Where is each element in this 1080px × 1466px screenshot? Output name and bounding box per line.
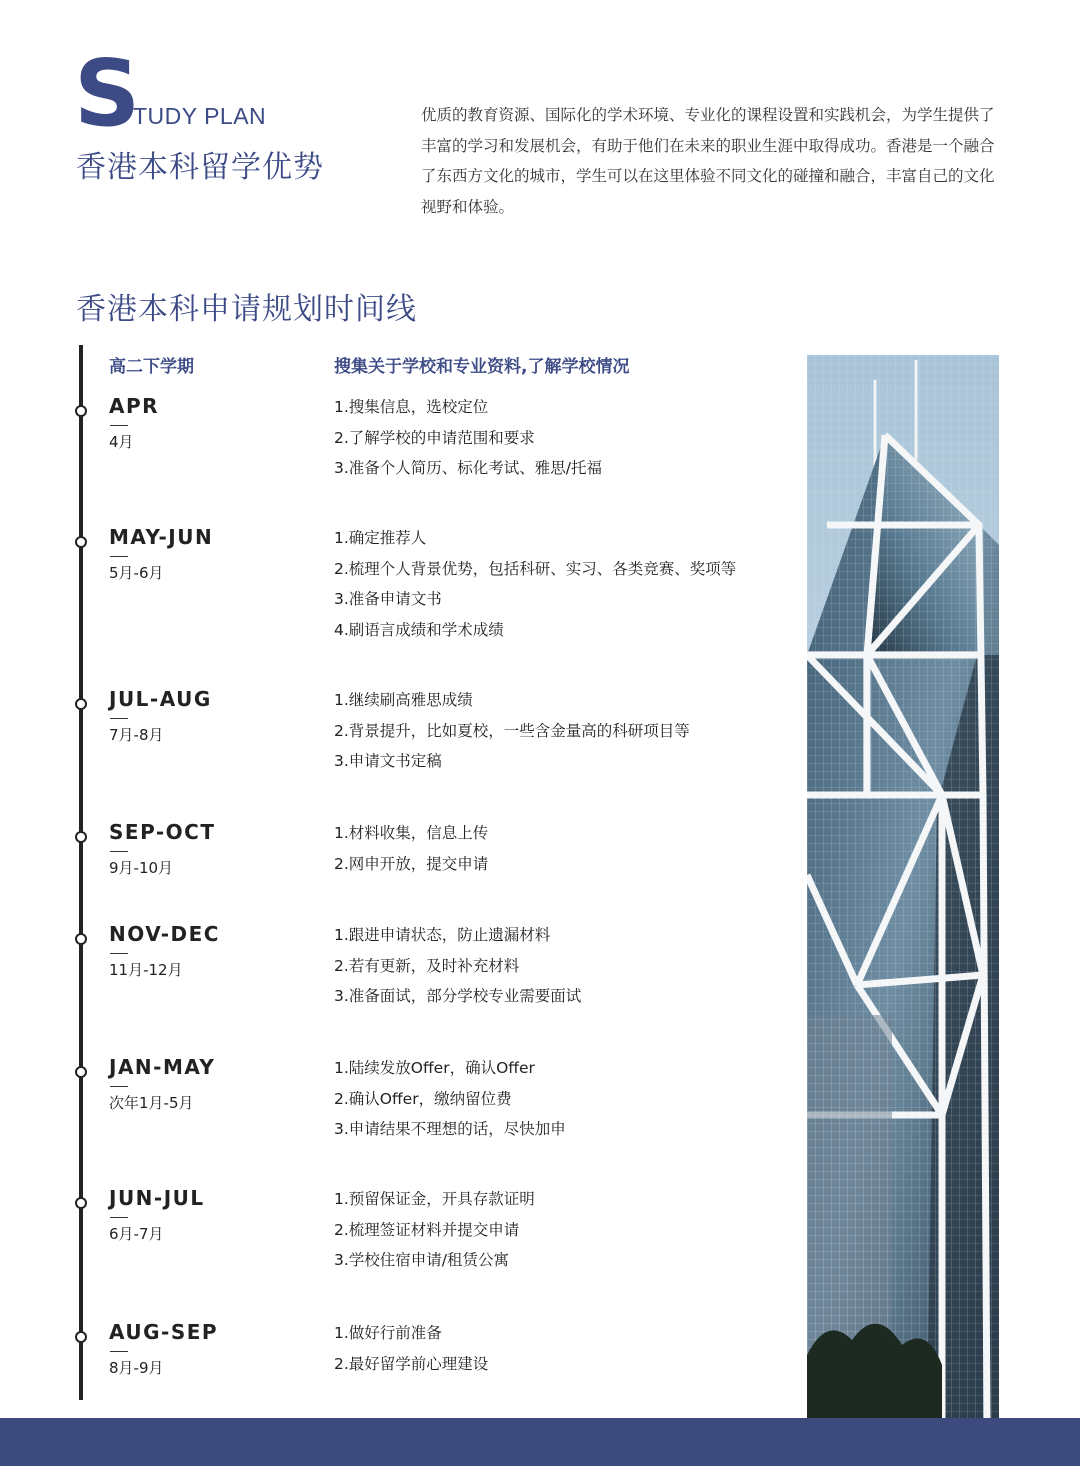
month-range-cn: 6月-7月 — [109, 1225, 164, 1243]
task-list — [334, 818, 488, 879]
skyscraper-photo — [807, 355, 999, 1418]
timeline-dot-icon — [75, 698, 87, 710]
divider — [110, 425, 128, 426]
divider — [110, 1217, 128, 1218]
task-item: 1.跟进申请状态，防止遗漏材料 — [334, 926, 551, 944]
timeline-dot-icon — [75, 405, 87, 417]
task-item: 3.准备申请文书 — [334, 590, 442, 608]
timeline-dot-icon — [75, 536, 87, 548]
divider — [110, 953, 128, 954]
month-range-en: JUN-JUL — [109, 1186, 205, 1210]
task-item: 2.若有更新，及时补充材料 — [334, 956, 520, 975]
month-range-cn: 7月-8月 — [109, 726, 164, 744]
logo-letter-s: S — [74, 40, 141, 147]
month-range-en: JAN-MAY — [109, 1055, 216, 1079]
page-title: 香港本科留学优势 — [76, 150, 324, 185]
task-item: 2.确认Offer，缴纳留位费 — [334, 1089, 512, 1108]
task-item: 1.继续刷高雅思成绩 — [334, 691, 473, 709]
month-range-cn: 次年1月-5月 — [109, 1094, 194, 1112]
task-item: 3.准备面试，部分学校专业需要面试 — [334, 987, 582, 1005]
task-list — [334, 1318, 488, 1379]
month-range-en: MAY-JUN — [109, 525, 214, 549]
task-item: 3.申请结果不理想的话，尽快加申 — [334, 1120, 566, 1138]
task-item: 2.网申开放，提交申请 — [334, 854, 489, 873]
footer-bar — [0, 1418, 1080, 1466]
task-list — [334, 523, 736, 645]
timeline-dot-icon — [75, 1066, 87, 1078]
task-item: 2.背景提升，比如夏校，一些含金量高的科研项目等 — [334, 721, 690, 740]
timeline-dot-icon — [75, 1331, 87, 1343]
intro-paragraph: 优质的教育资源、国际化的学术环境、专业化的课程设置和实践机会，为学生提供了丰富的学习和发展机会，有助于他们在未来的职业生涯中取得成功。香港是一个融合了东西方文化的城市，学生可以在这里体验不同文化的碰撞和融合，丰富自己的文化视野和体验。 — [421, 106, 995, 216]
month-range-en: AUG-SEP — [109, 1320, 219, 1344]
month-range-cn: 9月-10月 — [109, 859, 174, 877]
task-item: 3.学校住宿申请/租赁公寓 — [334, 1251, 510, 1269]
header-subtitle: TUDY PLAN — [133, 103, 267, 129]
month-range-cn: 8月-9月 — [109, 1359, 164, 1377]
divider — [110, 1086, 128, 1087]
month-range-cn: 5月-6月 — [109, 564, 164, 582]
task-item: 2.梳理个人背景优势，包括科研、实习、各类竞赛、奖项等 — [334, 559, 737, 578]
timeline-dot-icon — [75, 831, 87, 843]
task-list — [334, 685, 690, 777]
divider — [110, 556, 128, 557]
task-list — [334, 920, 581, 1012]
task-item: 2.最好留学前心理建设 — [334, 1354, 489, 1373]
timeline-dot-icon — [75, 1197, 87, 1209]
timeline-period-label: 高二下学期 — [109, 357, 194, 377]
task-item: 3.申请文书定稿 — [334, 752, 442, 770]
task-item: 2.了解学校的申请范围和要求 — [334, 428, 535, 447]
timeline-dot-icon — [75, 933, 87, 945]
task-item: 1.材料收集，信息上传 — [334, 824, 489, 842]
divider — [110, 1351, 128, 1352]
month-range-cn: 4月 — [109, 433, 134, 451]
task-item: 1.做好行前准备 — [334, 1324, 442, 1342]
month-range-en: NOV-DEC — [109, 922, 220, 946]
task-list — [334, 392, 602, 484]
task-item: 1.预留保证金，开具存款证明 — [334, 1190, 535, 1208]
task-list — [334, 1184, 535, 1276]
divider — [110, 851, 128, 852]
task-item: 1.陆续发放Offer，确认Offer — [334, 1059, 535, 1077]
task-item: 3.准备个人简历、标化考试、雅思/托福 — [334, 459, 603, 477]
timeline-line — [79, 345, 83, 1400]
section-title: 香港本科申请规划时间线 — [76, 292, 417, 327]
month-range-en: JUL-AUG — [109, 687, 212, 711]
task-item: 1.搜集信息，选校定位 — [334, 398, 489, 416]
month-range-cn: 11月-12月 — [109, 961, 183, 979]
divider — [110, 718, 128, 719]
task-list — [334, 1053, 566, 1145]
task-item: 2.梳理签证材料并提交申请 — [334, 1220, 520, 1239]
task-item: 4.刷语言成绩和学术成绩 — [334, 620, 504, 639]
task-item: 1.确定推荐人 — [334, 529, 427, 547]
timeline-period-description: 搜集关于学校和专业资料,了解学校情况 — [334, 357, 630, 377]
month-range-en: SEP-OCT — [109, 820, 216, 844]
month-range-en: APR — [109, 394, 160, 418]
